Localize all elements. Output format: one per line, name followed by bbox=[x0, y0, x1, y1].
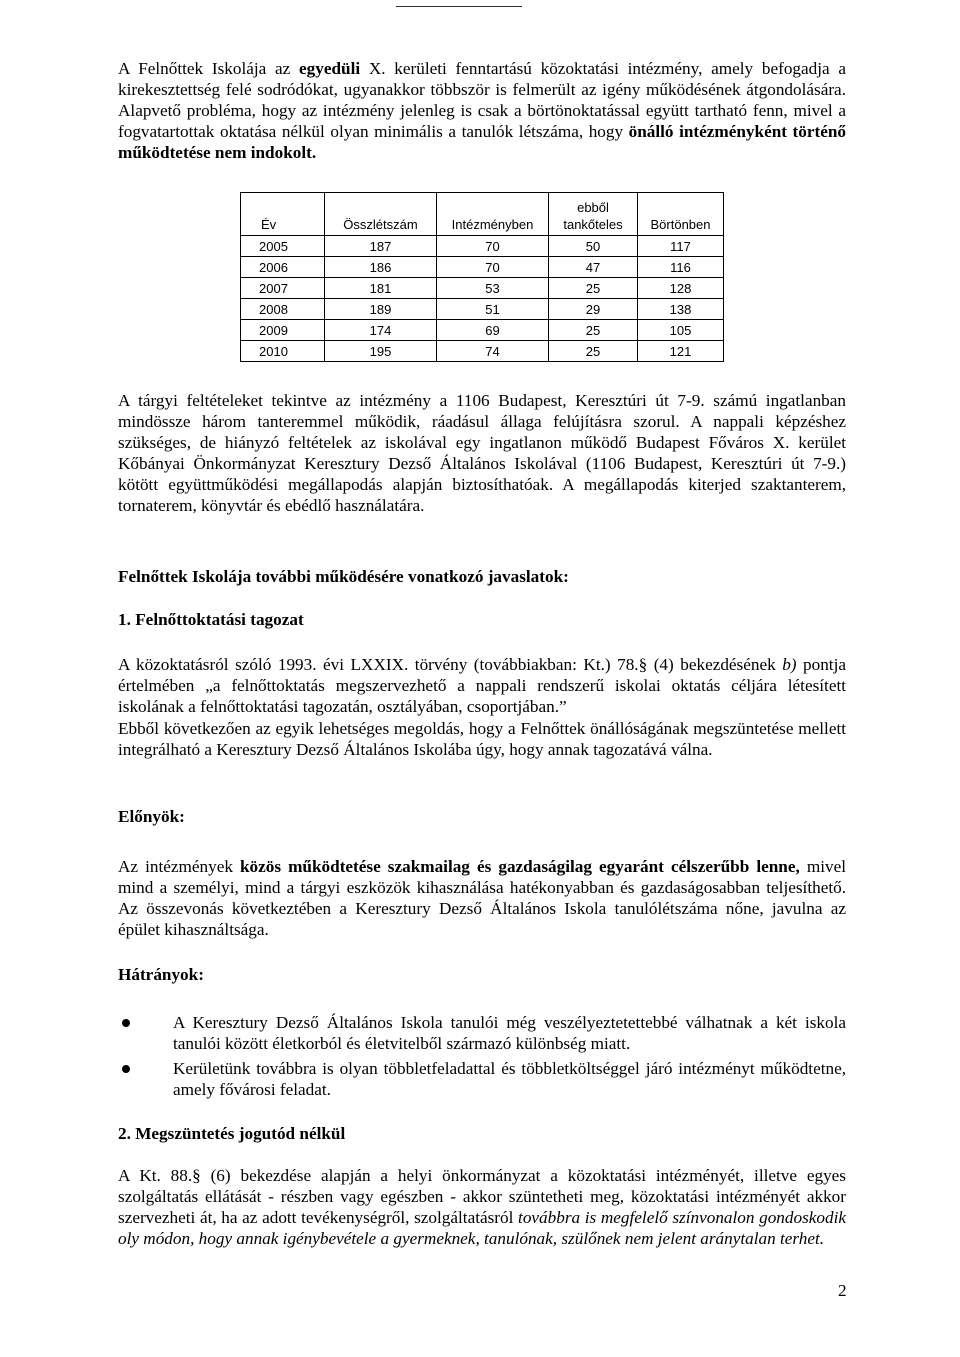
bullet-icon bbox=[122, 1065, 130, 1073]
heading-cons: Hátrányok: bbox=[118, 965, 204, 984]
pros-text-a: Az intézmények bbox=[118, 857, 240, 876]
heading-termination: 2. Megszüntetés jogutód nélkül bbox=[118, 1124, 346, 1143]
table-row bbox=[241, 236, 724, 257]
cell: 195 bbox=[325, 341, 437, 362]
law-paragraph bbox=[118, 654, 846, 717]
list-item: A Keresztury Dezső Általános Iskola tanulói még veszélyeztetettebbé válhatnak a két iskola tanulói között életkorból és életvitelből származó különbség miatt. bbox=[118, 1012, 846, 1054]
table-header-row bbox=[241, 193, 724, 236]
cell: 116 bbox=[638, 257, 724, 278]
cell: 70 bbox=[437, 257, 549, 278]
enrollment-table bbox=[240, 192, 724, 362]
cell: 2008 bbox=[241, 299, 325, 320]
pros-paragraph bbox=[118, 856, 846, 940]
table-row bbox=[241, 320, 724, 341]
law-text-a: A közoktatásról szóló 1993. évi LXXIX. törvény (továbbiakban: Kt.) 78.§ (4) bekezdésének bbox=[118, 655, 783, 674]
cell: 128 bbox=[638, 278, 724, 299]
header-ev: Év bbox=[241, 193, 325, 236]
cell: 29 bbox=[549, 299, 638, 320]
intro-text-c: X. kerületi fenntartású közoktatási intézmény, amely befogadja a kirekesztettség felé sodródókat, ugyanakkor többször is felmerült az igény működésének átgondolására. Alapvető probléma, hogy az intézmény jelenleg is csak a börtönoktatással együtt tartható fenn, mivel a fogvatartottak oktatása nélkül olyan minimális a tanulók létszáma, hogy bbox=[118, 59, 846, 141]
cell: 117 bbox=[638, 236, 724, 257]
header-osszletszam: Összlétszám bbox=[325, 193, 437, 236]
cell: 186 bbox=[325, 257, 437, 278]
page-number: 2 bbox=[838, 1281, 847, 1300]
cell: 2006 bbox=[241, 257, 325, 278]
cell: 121 bbox=[638, 341, 724, 362]
cell: 2007 bbox=[241, 278, 325, 299]
cell: 2005 bbox=[241, 236, 325, 257]
top-rule bbox=[396, 6, 522, 7]
cell: 2010 bbox=[241, 341, 325, 362]
cell: 25 bbox=[549, 341, 638, 362]
cell: 105 bbox=[638, 320, 724, 341]
pros-text-bold: közös működtetése szakmailag és gazdaságilag egyaránt célszerűbb lenne, bbox=[239, 857, 800, 876]
cell: 2009 bbox=[241, 320, 325, 341]
table-row bbox=[241, 341, 724, 362]
table-row bbox=[241, 257, 724, 278]
cons-list bbox=[118, 1012, 846, 1104]
intro-text-bold-conclusion: önálló intézményként történő működtetése nem indokolt. bbox=[118, 122, 846, 162]
cell: 51 bbox=[437, 299, 549, 320]
law-text-c: pontja értelmében „a felnőttoktatás megszervezhető a nappali rendszerű iskolai oktatás céljára létesített iskolának a felnőttoktatási tagozatán, osztályában, csoportjában.” bbox=[118, 655, 846, 716]
table-row bbox=[241, 299, 724, 320]
header-ebbol-tankoteles: ebből tankőteles bbox=[549, 193, 638, 236]
cell: 138 bbox=[638, 299, 724, 320]
intro-text-bold-egyeduli: egyedüli bbox=[299, 59, 361, 78]
cell: 181 bbox=[325, 278, 437, 299]
cell: 69 bbox=[437, 320, 549, 341]
cell: 53 bbox=[437, 278, 549, 299]
table-row bbox=[241, 278, 724, 299]
cell: 50 bbox=[549, 236, 638, 257]
header-intezmenyben: Intézményben bbox=[437, 193, 549, 236]
intro-paragraph bbox=[118, 58, 846, 163]
cell: 25 bbox=[549, 320, 638, 341]
cell: 189 bbox=[325, 299, 437, 320]
termination-paragraph bbox=[118, 1165, 846, 1249]
cell: 70 bbox=[437, 236, 549, 257]
termination-text-a: A Kt. 88.§ (6) bekezdése alapján a helyi önkormányzat a közoktatási intézményét, illetve egyes szolgáltatás ellátását - részben vagy egészben - akkor szüntetheti meg, közoktatási intézményét akkor szervezheti át, ha az adott tevékenységről, szolgáltatásról bbox=[118, 1166, 846, 1227]
heading-adult-education: 1. Felnőttoktatási tagozat bbox=[118, 610, 304, 629]
bullet-icon bbox=[122, 1019, 130, 1027]
termination-text-italic: továbbra is megfelelő színvonalon gondoskodik oly módon, hogy annak igénybevétele a gyermeknek, tanulónak, szülőnek nem jelent aránytalan terhet. bbox=[118, 1208, 846, 1248]
facilities-paragraph: A tárgyi feltételeket tekintve az intézmény a 1106 Budapest, Keresztúri út 7-9. számú ingatlanban mindössze három tanteremmel működik, ráadásul állaga felújításra szorul. A nappali képzéshez szükséges, de hiányzó feltételek az iskolával egy ingatlanon működő Budapest Főváros X. kerület Kőbányai Önkormányzat Keresztury Dezső Általános Iskolával (1106 Budapest, Keresztúri út 7-9.) kötött együttműködési megállapodás alapján biztosíthatóak. A megállapodás kiterjed szaktanterem, tornaterem, könyvtár és ebédlő használatára. bbox=[118, 391, 846, 515]
intro-text-a: A Felnőttek Iskolája az bbox=[118, 59, 299, 78]
cell: 25 bbox=[549, 278, 638, 299]
law-text-italic-b: b) bbox=[782, 655, 797, 674]
heading-pros: Előnyök: bbox=[118, 807, 185, 826]
header-bortonben: Börtönben bbox=[638, 193, 724, 236]
cell: 174 bbox=[325, 320, 437, 341]
cell: 187 bbox=[325, 236, 437, 257]
cell: 47 bbox=[549, 257, 638, 278]
pros-text-c: mivel mind a személyi, mind a tárgyi eszközök kihasználása hatékonyabban és gazdaságosabban teljesíthető. Az összevonás következtében a Keresztury Dezső Általános Iskola tanulólétszáma nőne, javulna az épület kihasználtsága. bbox=[118, 857, 846, 939]
list-item: Kerületünk továbbra is olyan többletfeladattal és többletköltséggel járó intézményt működtetne, amely fővárosi feladat. bbox=[118, 1058, 846, 1100]
cell: 74 bbox=[437, 341, 549, 362]
consequence-paragraph: Ebből következően az egyik lehetséges megoldás, hogy a Felnőttek önállóságának megszüntetése mellett integrálható a Keresztury Dezső Általános Iskolába úgy, hogy annak tagozatává válna. bbox=[118, 719, 846, 759]
heading-proposals: Felnőttek Iskolája további működésére vonatkozó javaslatok: bbox=[118, 567, 569, 586]
